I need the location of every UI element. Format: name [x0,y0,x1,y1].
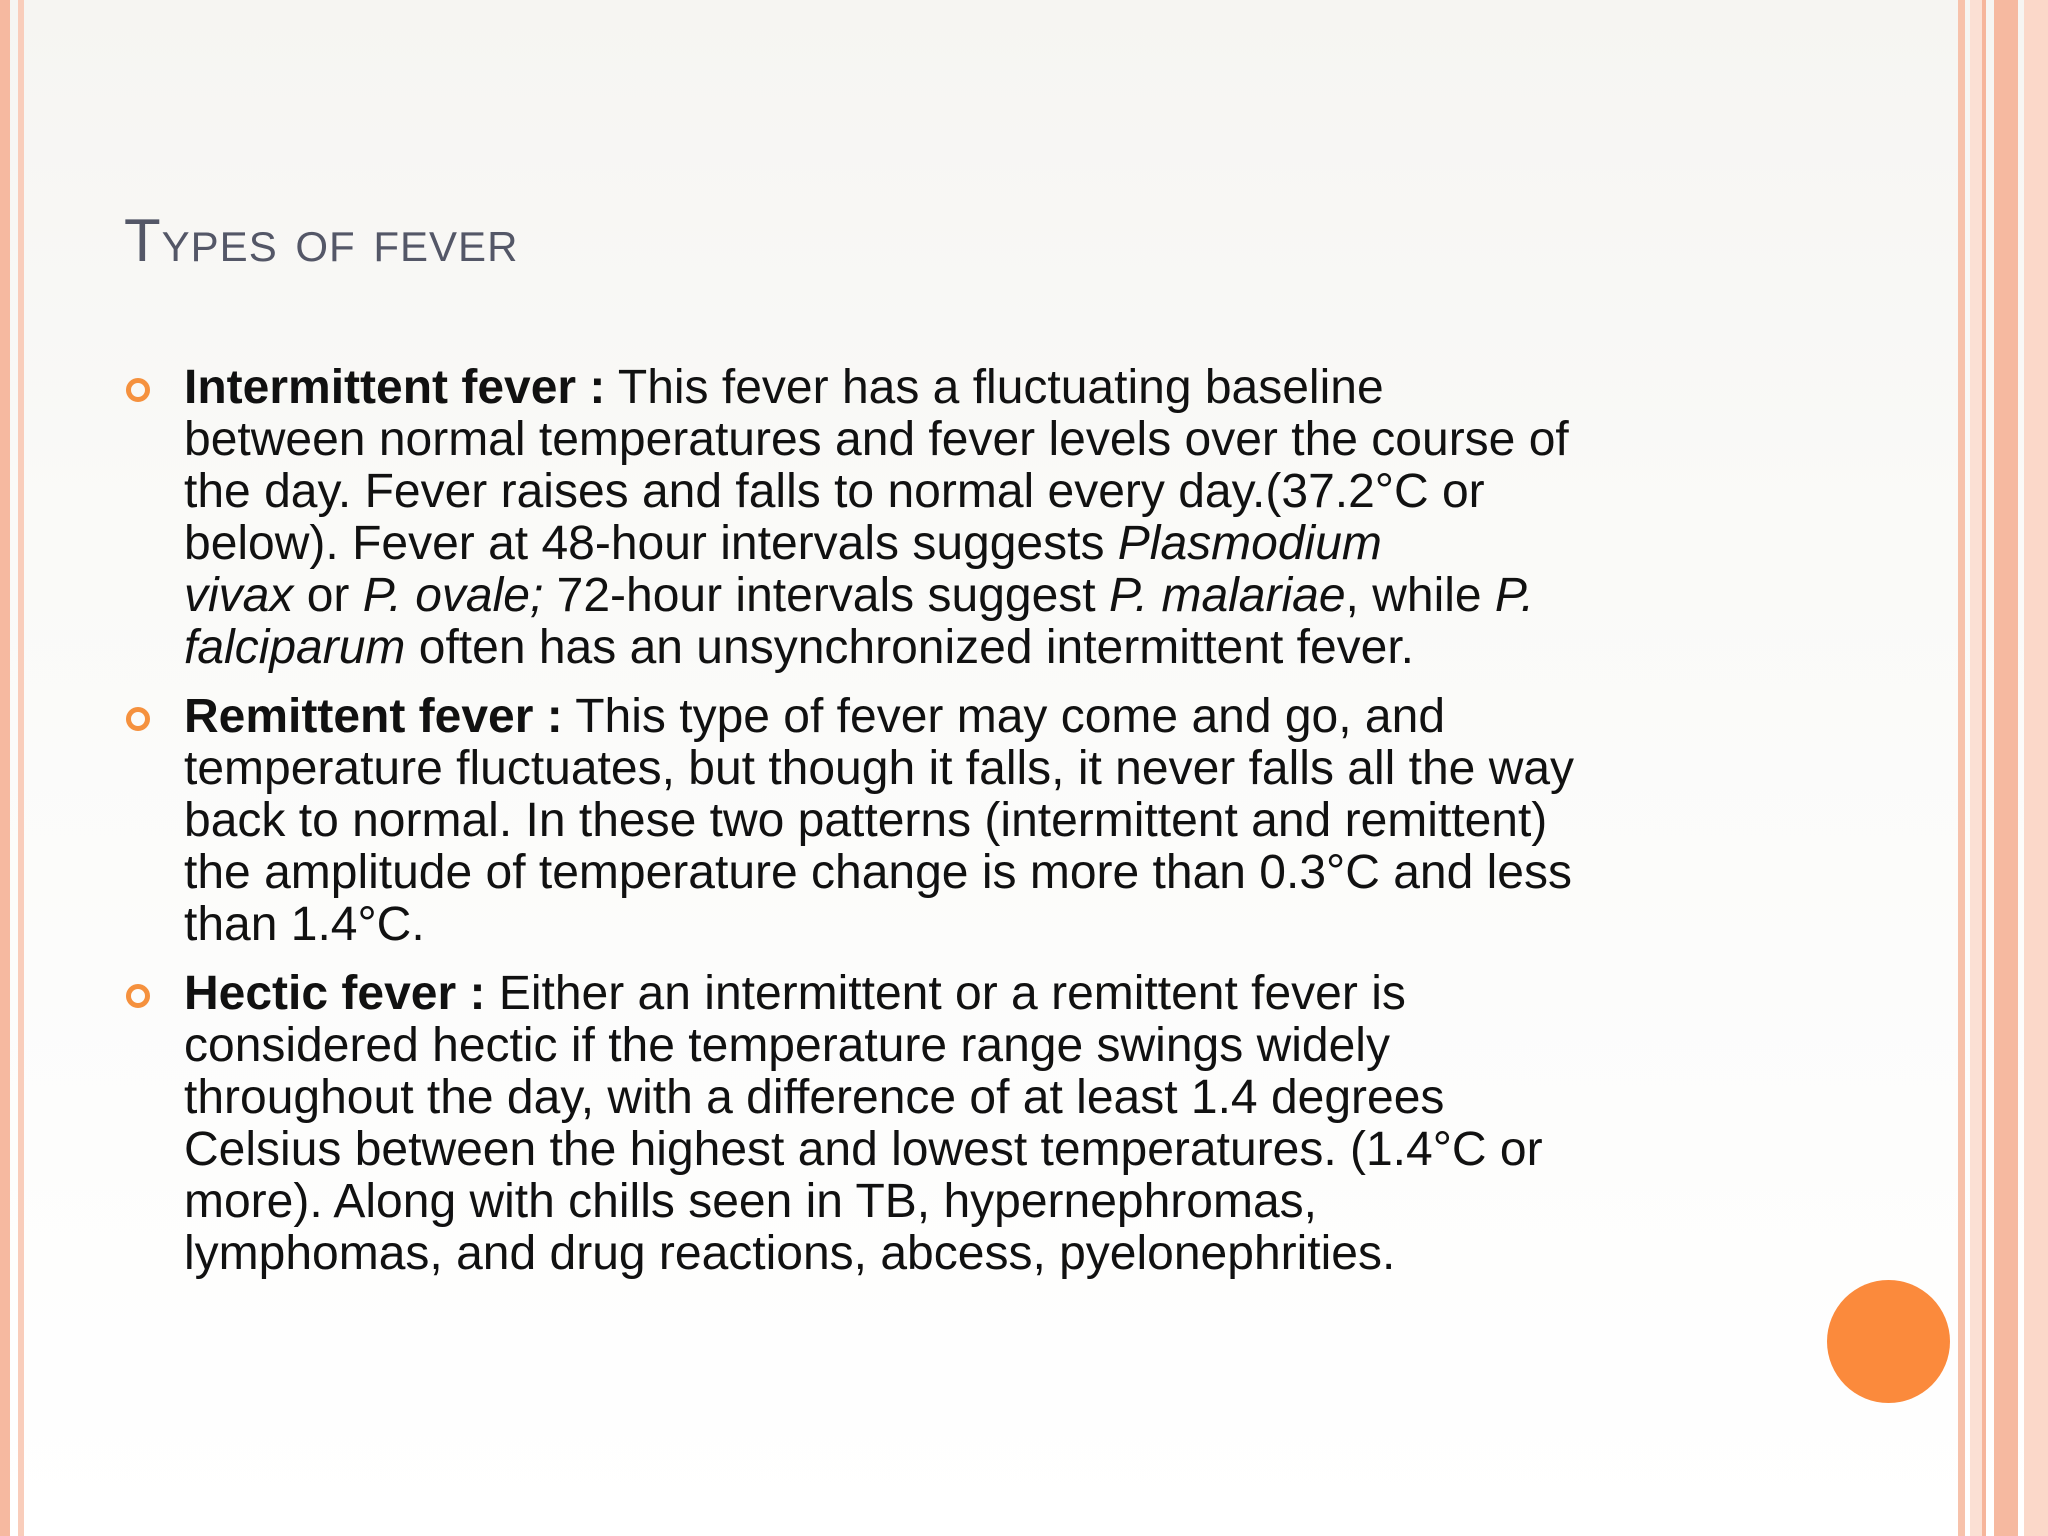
text-line: between normal temperatures and fever levels over the course of [184,413,1569,466]
hollow-circle-bullet-icon [126,378,150,402]
text-line: more). Along with chills seen in TB, hypernephromas, [184,1175,1317,1228]
species-name: P. [1494,569,1535,622]
list-item-hectic-fever [184,968,1764,1280]
left-border-stripe-inner [18,0,24,1536]
text-segment: or [293,569,363,622]
right-border-stripe-2 [1970,0,1982,1536]
text-line [184,570,1764,622]
text-line: Celsius between the highest and lowest temperatures. (1.4°C or [184,1123,1543,1176]
species-name: Plasmodium [1117,517,1382,570]
term-hectic-fever: Hectic fever : [184,967,486,1020]
list-item-intermittent-fever [184,362,1764,674]
text-line: the day. Fever raises and falls to normal every day.(37.2°C or [184,465,1485,518]
species-name: falciparum [184,621,406,674]
text-line [184,622,1764,674]
text-line: than 1.4°C. [184,898,425,951]
text-segment: below). Fever at 48-hour intervals suggests [184,517,1118,570]
text-segment: This type of fever may come and go, and [562,690,1446,743]
text-line: throughout the day, with a difference of at least 1.4 degrees [184,1071,1445,1124]
text-line [184,362,1764,414]
text-line [184,691,1764,743]
hollow-circle-bullet-icon [126,984,150,1008]
text-segment: often has an unsynchronized intermittent fever. [405,621,1415,674]
hollow-circle-bullet-icon [126,707,150,731]
text-line: temperature fluctuates, but though it falls, it never falls all the way [184,742,1575,795]
right-border-stripe-4 [1994,0,2018,1536]
species-name: P. malariae [1108,569,1346,622]
text-line: considered hectic if the temperature range swings widely [184,1019,1390,1072]
text-segment: , while [1345,569,1495,622]
term-remittent-fever: Remittent fever : [184,690,563,743]
right-border-stripe-5 [2024,0,2048,1536]
right-border-stripe-3 [1982,0,1986,1536]
species-name: vivax [184,569,294,622]
text-line: lymphomas, and drug reactions, abcess, pyelonephrities. [184,1227,1396,1280]
text-segment: Either an intermittent or a remittent fever is [485,967,1406,1020]
term-intermittent-fever: Intermittent fever : [184,361,606,414]
right-border-stripe-1 [1958,0,1965,1536]
text-line: the amplitude of temperature change is more than 0.3°C and less [184,846,1572,899]
text-segment: This fever has a fluctuating baseline [605,361,1384,414]
text-line: back to normal. In these two patterns (intermittent and remittent) [184,794,1548,847]
list-item-remittent-fever [184,691,1764,951]
text-line [184,518,1764,570]
text-line [184,968,1764,1020]
slide-title: Types of fever [124,207,519,274]
bullet-list [184,362,1764,1297]
orange-circle-decoration [1827,1280,1950,1403]
species-name: P. ovale; [362,569,544,622]
text-segment: 72-hour intervals suggest [543,569,1109,622]
left-border-stripe [0,0,10,1536]
